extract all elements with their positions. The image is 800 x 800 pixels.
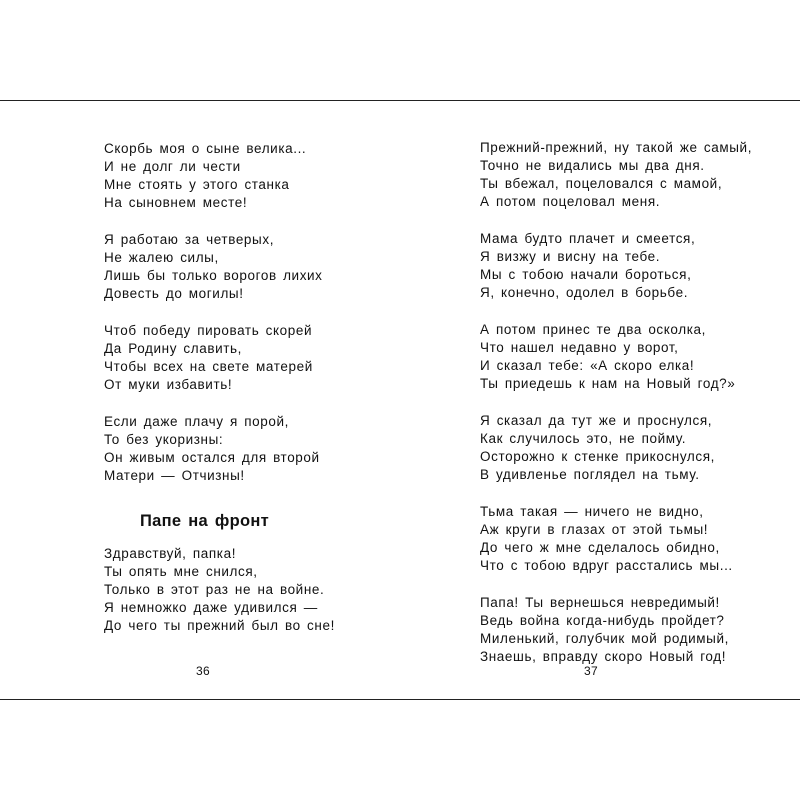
stanza-gap: [480, 393, 780, 412]
poem-title: Папе на фронт: [140, 512, 270, 530]
poem-line: Я визжу и висну на тебе.: [480, 249, 661, 264]
poem-line: Прежний-прежний, ну такой же самый,: [480, 140, 753, 155]
poem-line: Что нашел недавно у ворот,: [480, 340, 679, 355]
poem-line: Если даже плачу я порой,: [104, 414, 289, 429]
poem-line: Я работаю за четверых,: [104, 232, 275, 247]
poem-line: Довесть до могилы!: [104, 286, 244, 301]
poem-line: До чего ты прежний был во сне!: [104, 618, 335, 633]
stanza: [104, 322, 394, 394]
left-page: [0, 101, 400, 701]
poem-line: Лишь бы только ворогов лихих: [104, 268, 323, 283]
poem-line: Ты приедешь к нам на Новый год?»: [480, 376, 736, 391]
poem-line: От муки избавить!: [104, 377, 233, 392]
stanza: [104, 413, 394, 485]
right-page: [400, 101, 800, 701]
poem-line: А потом принес те два осколка,: [480, 322, 706, 337]
poem-line: И не долг ли чести: [104, 159, 241, 174]
poem-line: Папа! Ты вернешься невредимый!: [480, 595, 720, 610]
stanza: [104, 140, 394, 212]
poem-line: Ты вбежал, поцеловался с мамой,: [480, 176, 723, 191]
stanza: [480, 503, 780, 575]
stanza-gap: [104, 394, 394, 413]
stanza: [104, 231, 394, 303]
poem-line: Я сказал да тут же и проснулся,: [480, 413, 713, 428]
poem-line: Я немножко даже удивился —: [104, 600, 318, 615]
poem-line: Он живым остался для второй: [104, 450, 320, 465]
stanza-gap: [104, 212, 394, 231]
poem-line: И сказал тебе: «А скоро елка!: [480, 358, 695, 373]
poem-line: Только в этот раз не на войне.: [104, 582, 325, 597]
poem-line: Миленький, голубчик мой родимый,: [480, 631, 729, 646]
stanza-gap: [480, 302, 780, 321]
poem-line: Я, конечно, одолел в борьбе.: [480, 285, 689, 300]
poem-line: Осторожно к стенке прикоснулся,: [480, 449, 715, 464]
stanza-gap: [480, 484, 780, 503]
stanza: [480, 594, 780, 666]
poem-line: Матери — Отчизны!: [104, 468, 245, 483]
poem-line: Ты опять мне снился,: [104, 564, 258, 579]
poem-line: Как случилось это, не пойму.: [480, 431, 687, 446]
poem-line: Аж круги в глазах от этой тьмы!: [480, 522, 709, 537]
poem-line: Точно не видались мы два дня.: [480, 158, 705, 173]
title-gap: [104, 533, 394, 545]
page-number: 36: [196, 664, 210, 678]
poem-line: Да Родину славить,: [104, 341, 243, 356]
poem-line: Знаешь, вправду скоро Новый год!: [480, 649, 727, 664]
poem-line: Мы с тобою начали бороться,: [480, 267, 692, 282]
left-poem-column: [104, 140, 394, 635]
poem-line: Что с тобою вдруг расстались мы...: [480, 558, 733, 573]
poem-line: В удивленье поглядел на тьму.: [480, 467, 700, 482]
poem-line: До чего ж мне сделалось обидно,: [480, 540, 720, 555]
poem-line: На сыновнем месте!: [104, 195, 248, 210]
right-poem-column: [480, 139, 780, 666]
page-number: 37: [584, 664, 598, 678]
poem-line: Мама будто плачет и смеется,: [480, 231, 696, 246]
stanza: [480, 412, 780, 484]
poem-line: То без укоризны:: [104, 432, 224, 447]
stanza: [480, 139, 780, 211]
stanza-gap: [104, 303, 394, 322]
poem-line: Не жалею силы,: [104, 250, 219, 265]
poem-line: Чтоб победу пировать скорей: [104, 323, 313, 338]
poem-line: Тьма такая — ничего не видно,: [480, 504, 704, 519]
stanza-gap: [480, 575, 780, 594]
poem-line: Скорбь моя о сыне велика...: [104, 141, 307, 156]
poem-line: Здравствуй, папка!: [104, 546, 237, 561]
poem-line: Ведь война когда-нибудь пройдет?: [480, 613, 725, 628]
poem-line: Чтобы всех на свете матерей: [104, 359, 313, 374]
stanza: [480, 230, 780, 302]
book-spread: [0, 100, 800, 700]
poem-line: Мне стоять у этого станка: [104, 177, 290, 192]
stanza-gap: [480, 211, 780, 230]
poem-line: А потом поцеловал меня.: [480, 194, 661, 209]
title-gap: [104, 485, 394, 509]
stanza: [104, 545, 394, 635]
stanza: [480, 321, 780, 393]
